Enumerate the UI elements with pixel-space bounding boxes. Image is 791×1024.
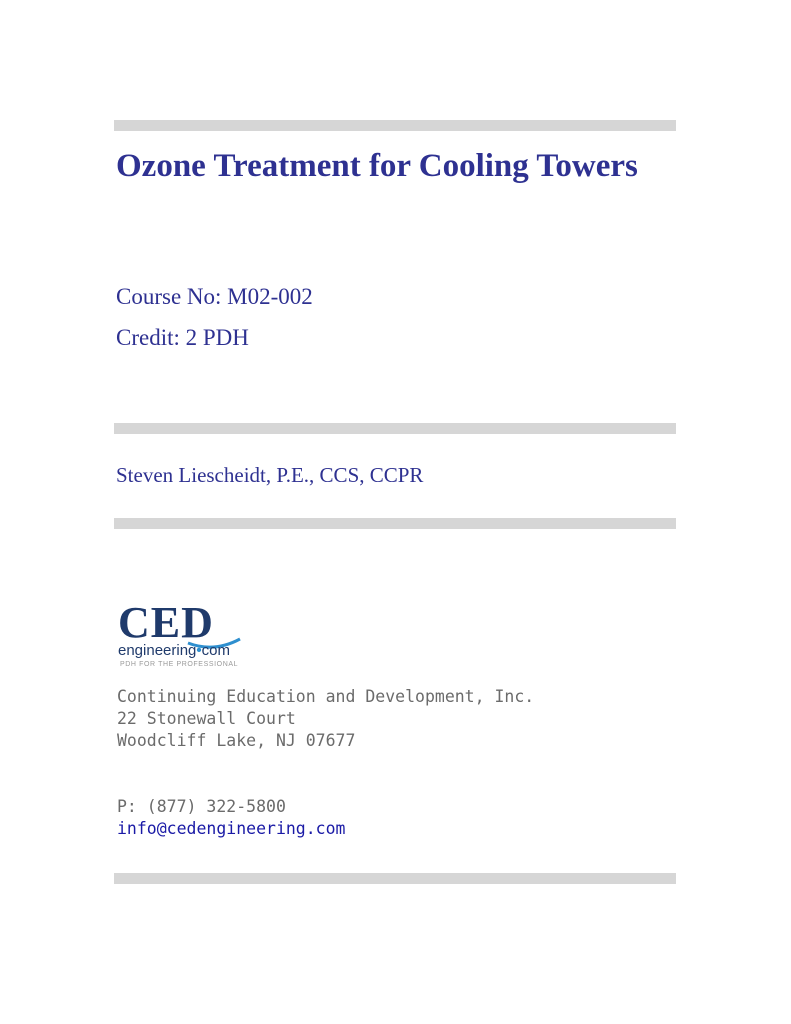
divider-top: [114, 120, 676, 131]
logo-tagline: PDH FOR THE PROFESSIONAL: [120, 661, 239, 668]
ced-engineering-logo: [116, 598, 276, 671]
logo-domain-name: engineering: [118, 642, 197, 659]
divider-middle: [114, 423, 676, 434]
company-street: 22 Stonewall Court: [117, 709, 296, 728]
company-email-link[interactable]: info@cedengineering.com: [117, 819, 346, 838]
logo-domain-tld: com: [201, 642, 231, 659]
course-credit: Credit: 2 PDH: [116, 325, 249, 350]
logo-domain: [118, 643, 230, 659]
divider-bottom: [114, 873, 676, 884]
divider-lower: [114, 518, 676, 529]
company-city: Woodcliff Lake, NJ 07677: [117, 731, 356, 750]
course-title: Ozone Treatment for Cooling Towers: [116, 148, 638, 184]
logo-wordmark: CED: [118, 598, 214, 647]
company-name: Continuing Education and Development, Inc.: [117, 687, 535, 706]
company-phone: P: (877) 322-5800: [117, 797, 286, 816]
logo-dot-icon: •: [196, 642, 202, 659]
course-author: Steven Liescheidt, P.E., CCS, CCPR: [116, 463, 424, 487]
course-number: Course No: M02-002: [116, 284, 313, 309]
